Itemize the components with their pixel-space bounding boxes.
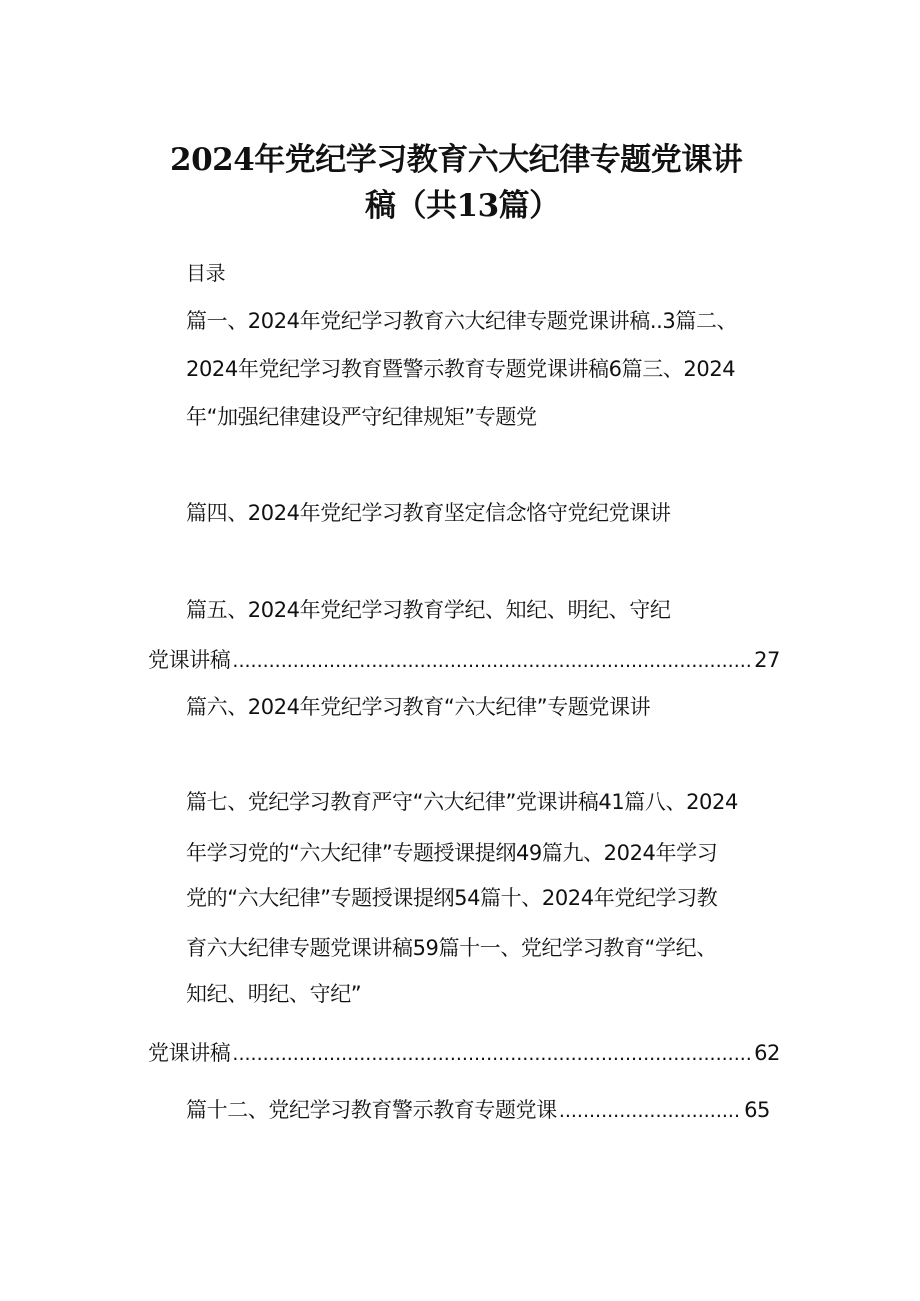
toc-line: 2024年党纪学习教育暨警示教育专题党课讲稿6篇三、2024 [186,357,736,381]
toc-entry [148,1038,780,1069]
toc-line: 篇一、2024年党纪学习教育六大纪律专题党课讲稿..3篇二、 [186,309,738,333]
toc-line: 知纪、明纪、守纪” [186,982,362,1006]
dot-leader [559,1096,742,1126]
document-title-line-1: 2024年党纪学习教育六大纪律专题党课讲 [170,142,743,178]
toc-heading: 目录 [186,261,226,285]
toc-entry-text: 党课讲稿 [148,648,231,672]
toc-entry [186,1095,770,1126]
toc-entry [148,645,780,676]
toc-line: 年学习党的“六大纪律”专题授课提纲49篇九、2024年学习 [186,841,718,865]
toc-line: 篇七、党纪学习教育严守“六大纪律”党课讲稿41篇八、2024 [186,790,738,814]
toc-entry-text: 篇十二、党纪学习教育警示教育专题党课 [186,1098,557,1122]
toc-entry-text: 党课讲稿 [148,1041,231,1065]
toc-line: 党的“六大纪律”专题授课提纲54篇十、2024年党纪学习教 [186,886,718,910]
toc-line: 篇五、2024年党纪学习教育学纪、知纪、明纪、守纪 [186,598,671,622]
toc-line: 篇四、2024年党纪学习教育坚定信念恪守党纪党课讲 [186,501,671,525]
toc-line: 育六大纪律专题党课讲稿59篇十一、党纪学习教育“学纪、 [186,936,717,960]
toc-entry-page: 65 [744,1098,770,1122]
dot-leader [232,646,752,676]
toc-entry-page: 62 [754,1041,780,1065]
toc-entry-page: 27 [754,648,780,672]
toc-line: 年“加强纪律建设严守纪律规矩”专题党 [186,405,537,429]
toc-line: 篇六、2024年党纪学习教育“六大纪律”专题党课讲 [186,695,651,719]
document-title-line-2: 稿（共13篇） [365,188,560,224]
dot-leader [232,1039,752,1069]
